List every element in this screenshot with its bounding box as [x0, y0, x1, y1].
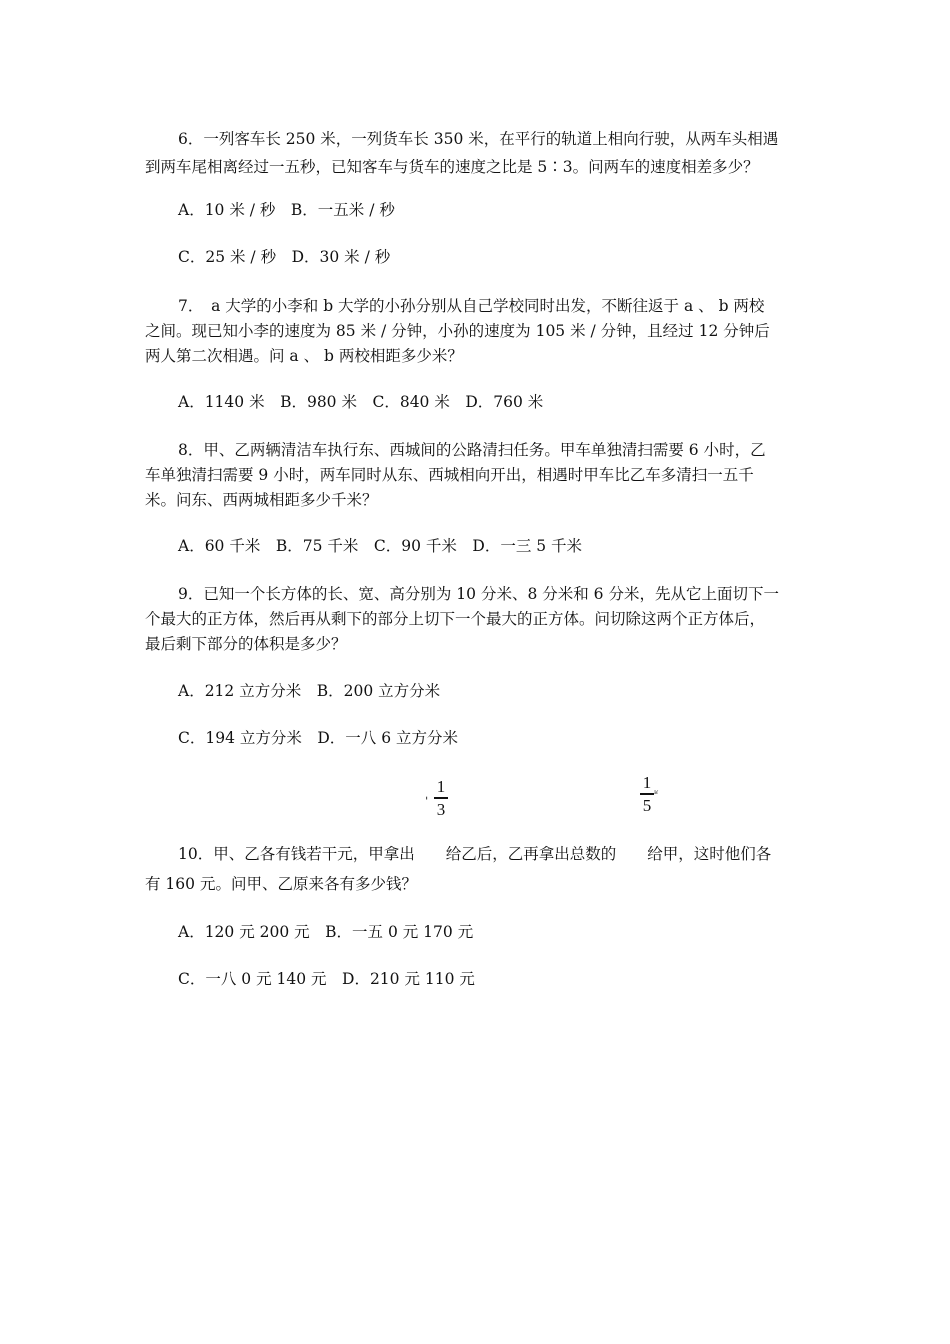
- q6-options-ab: A．10 米 / 秒 B．一五米 / 秒: [178, 201, 395, 219]
- q9-options-cd: C．194 立方分米 D．一八 6 立方分米: [178, 729, 459, 747]
- fraction-mark: ʶ: [654, 787, 659, 801]
- q9-options-ab: A．212 立方分米 B．200 立方分米: [178, 682, 441, 700]
- q10-options-ab: A．120 元 200 元 B．一五 0 元 170 元: [178, 923, 474, 941]
- q10-line-2: 有 160 元。问甲、乙原来各有多少钱？: [145, 875, 417, 893]
- q6-options-cd: C．25 米 / 秒 D．30 米 / 秒: [178, 248, 391, 266]
- q10-line-1: 10．甲、乙各有钱若干元，甲拿出 给乙后，乙再拿出总数的 给甲，这时他们各: [178, 845, 772, 863]
- q8-line-2: 车单独清扫需要 9 小时，两车同时从东、西城相向开出，相遇时甲车比乙车多清扫一五千: [145, 466, 754, 484]
- q8-options: A．60 千米 B．75 千米 C．90 千米 D．一三 5 千米: [178, 537, 583, 555]
- fraction-bar: [434, 797, 448, 799]
- fraction-denominator: 3: [436, 799, 446, 819]
- q9-line-1: 9．已知一个长方体的长、宽、高分别为 10 分米、8 分米和 6 分米，先从它上面切下一: [178, 585, 779, 603]
- fraction-numerator: 1: [642, 773, 652, 792]
- q7-line-2: 之间。现已知小李的速度为 85 米 / 分钟，小孙的速度为 105 米 / 分钟，且经过 12 分钟后: [145, 322, 770, 340]
- fraction-one-third: [434, 778, 448, 818]
- q9-line-3: 最后剩下部分的体积是多少？: [145, 635, 347, 653]
- fraction-bar: [640, 793, 654, 795]
- q6-line-1: 6．一列客车长 250 米，一列货车长 350 米，在平行的轨道上相向行驶，从两车头相遇: [178, 130, 779, 148]
- q6-line-2: 到两车尾相离经过一五秒，已知客车与货车的速度之比是 5∶3。问两车的速度相差多少？: [145, 158, 759, 176]
- q10-options-cd: C．一八 0 元 140 元 D．210 元 110 元: [178, 970, 475, 988]
- fraction-numerator: 1: [436, 777, 446, 796]
- q8-line-3: 米。问东、西两城相距多少千米？: [145, 491, 378, 509]
- fraction-denominator: 5: [642, 795, 652, 815]
- q7-options: A．1140 米 B．980 米 C．840 米 D．760 米: [178, 393, 544, 411]
- q7-line-1: 7． a 大学的小李和 b 大学的小孙分别从自己学校同时出发，不断往返于 a 、 b 两校: [178, 297, 765, 315]
- q9-line-2: 个最大的正方体，然后再从剩下的部分上切下一个最大的正方体。问切除这两个正方体后，: [145, 610, 766, 628]
- q8-line-1: 8．甲、乙两辆清洁车执行东、西城间的公路清扫任务。甲车单独清扫需要 6 小时，乙: [178, 441, 766, 459]
- q7-line-3: 两人第二次相遇。问 a 、 b 两校相距多少米？: [145, 347, 463, 365]
- fraction-one-fifth: [640, 774, 654, 814]
- fraction-mark: ˈ: [425, 795, 429, 809]
